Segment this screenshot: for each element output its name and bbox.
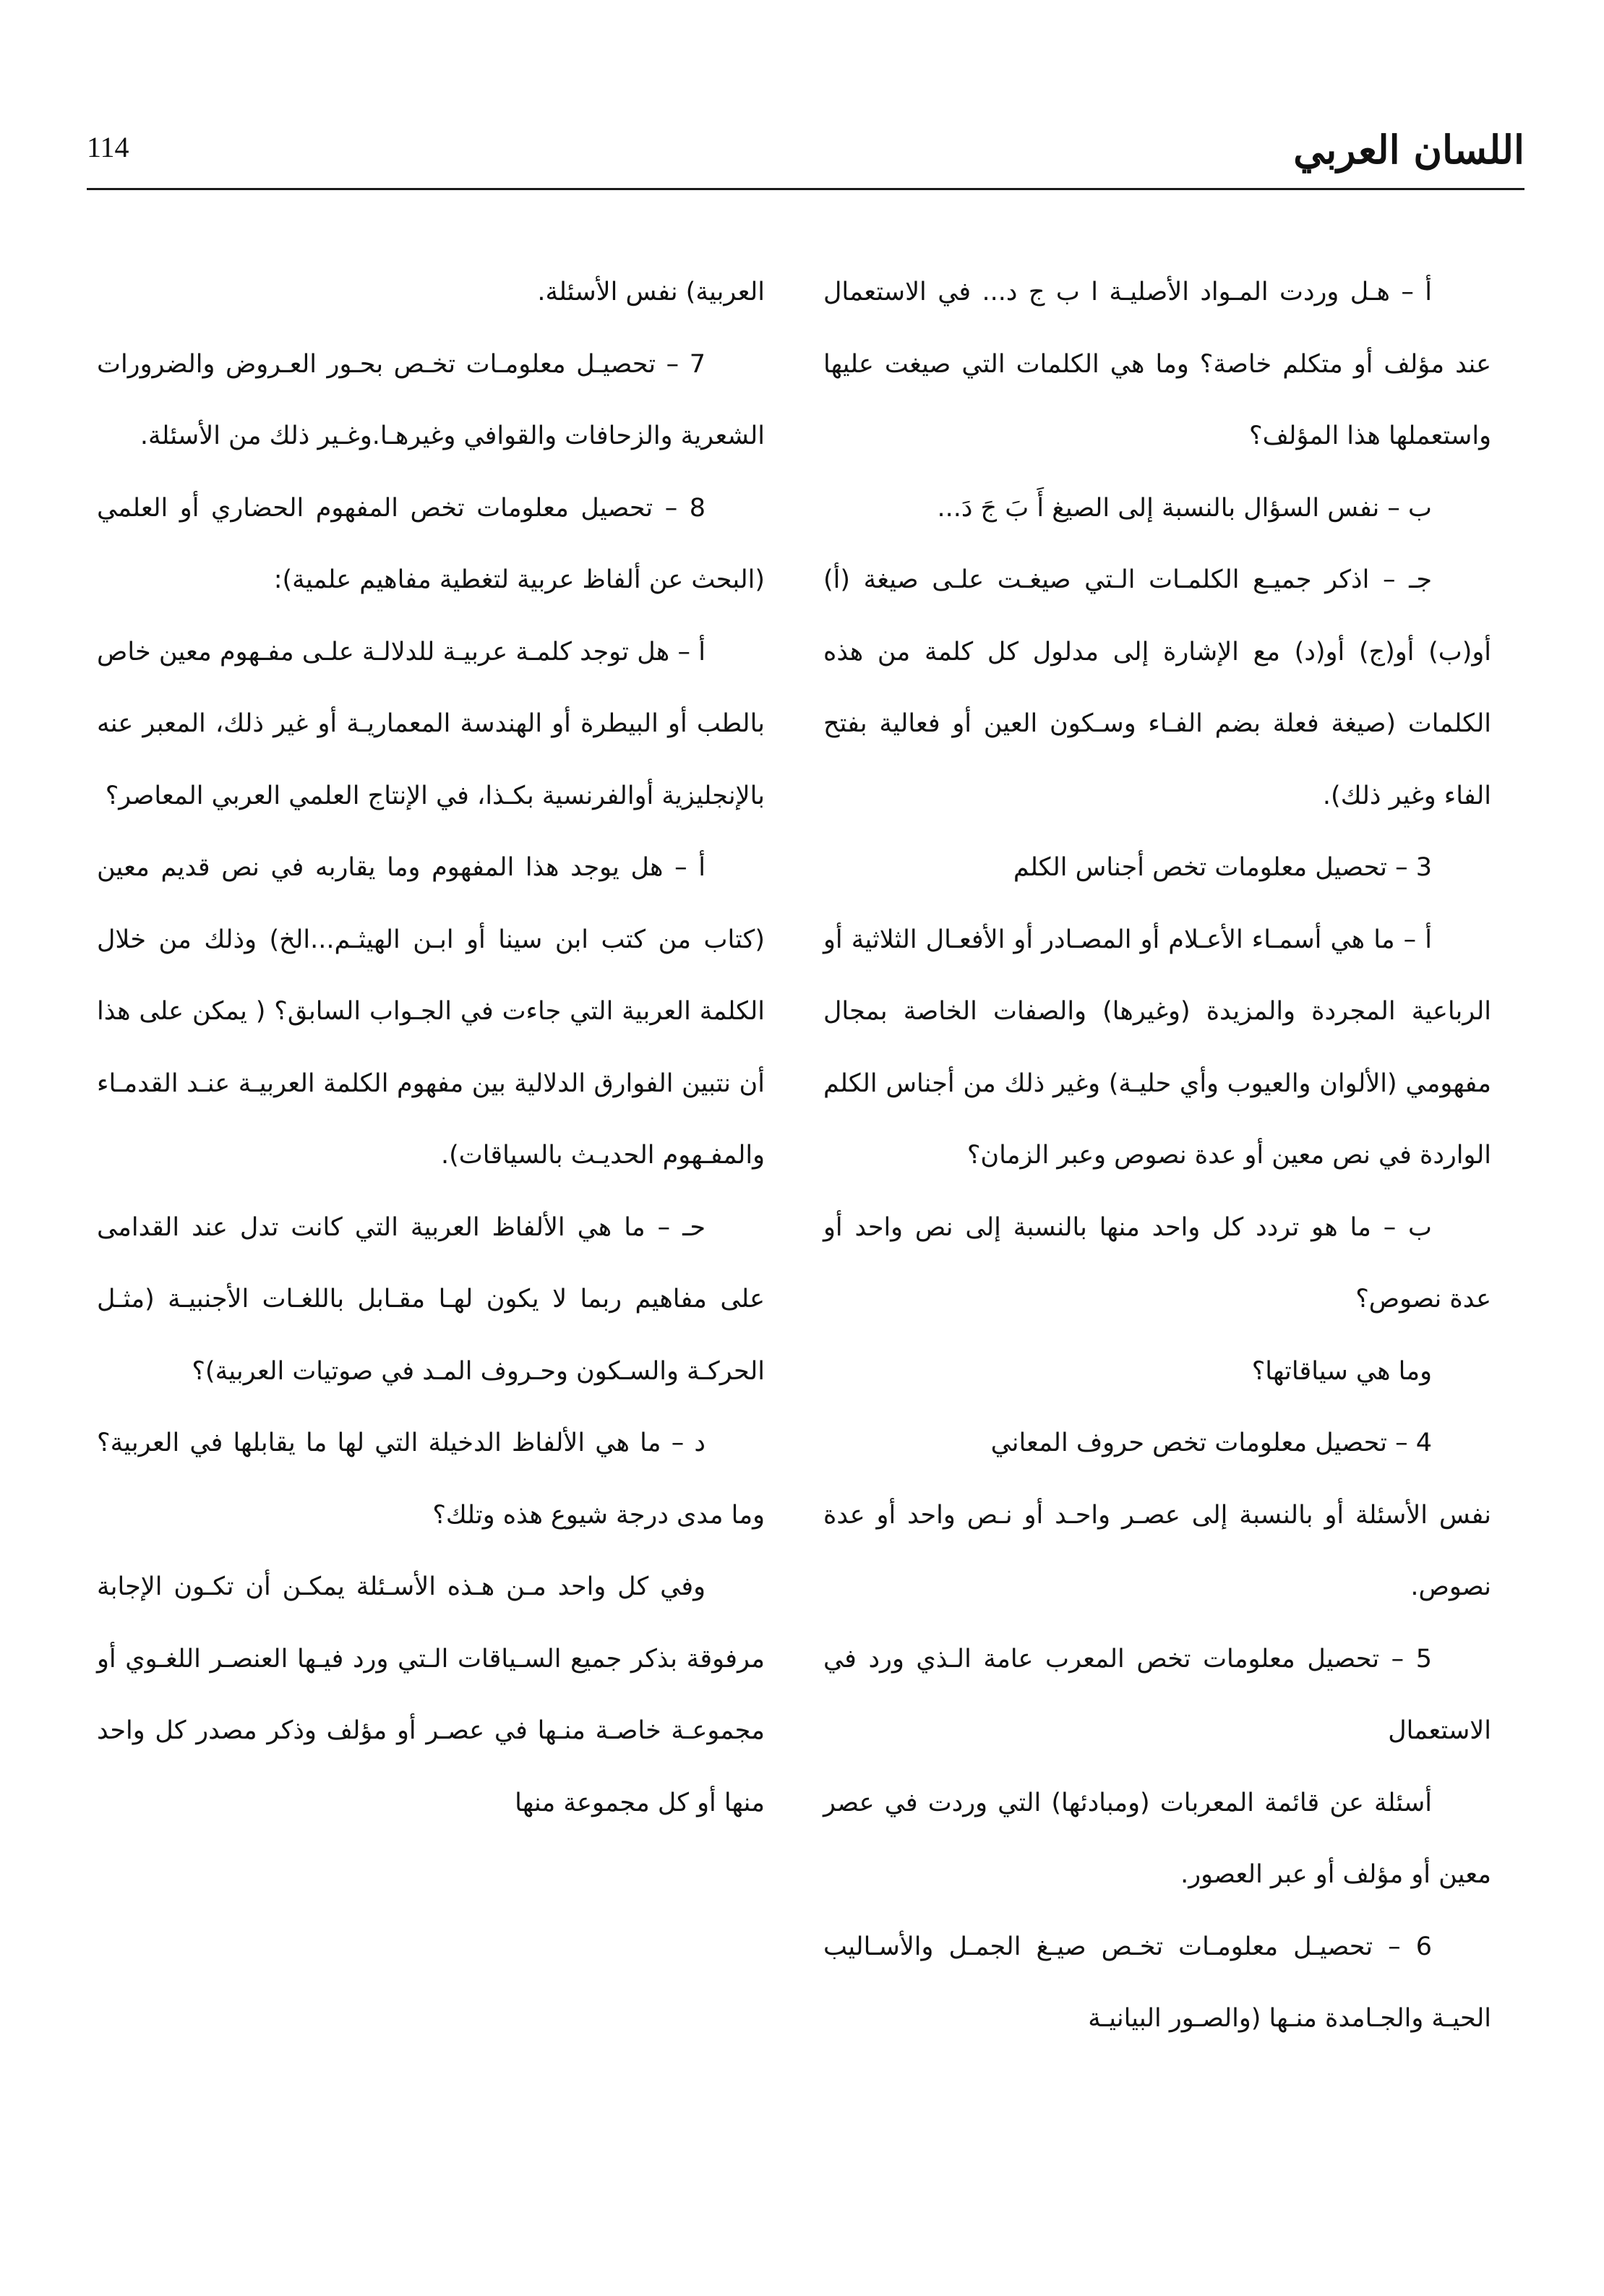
paragraph: وفي كل واحد مـن هـذه الأسـئلة يمكـن أن تكـون الإجابة مرفوقة بذكر جميع السـياقات الـتي ورد فيـها العنصـر اللغـوي أو مجموعـة خاصـة منـها في عصـر أو مؤلف وذكر مصدر كل واحد منها أو كل مجموعة منها: [97, 1572, 765, 1817]
paragraph: 5 – تحصيل معلومات تخص المعرب عامة الـذي ورد في الاستعمال: [823, 1644, 1491, 1745]
paragraph: حـ – ما هي الألفاظ العربية التي كانت تدل عند القدامى على مفاهيم ربما لا يكون لهـا مقـابل باللغـات الأجنبيـة (مثـل الحركـة والسـكون وحـروف المـد في صوتيات العربية)؟: [97, 1212, 765, 1386]
paragraph: نفس الأسئلة أو بالنسبة إلى عصـر واحـد أو نـص واحد أو عدة نصوص.: [823, 1500, 1491, 1601]
paragraph: ب – نفس السؤال بالنسبة إلى الصيغ أَ بَ جَ دَ...: [937, 493, 1432, 523]
paragraph: أ – ما هي أسمـاء الأعـلام أو المصـادر أو الأفعـال الثلاثية أو الرباعية المجردة والمزيدة (وغيرها) والصفات الخاصة بمجال مفهومي (الألوان والعيوب وأي حليـة) وغير ذلك من أجناس الكلم الواردة في نص معين أو عدة نصوص وعبر الزمان؟: [823, 925, 1491, 1170]
paragraph: 7 – تحصيـل معلومـات تخـص بحـور العـروض والضرورات الشعرية والزحافات والقوافي وغيرهـا.وغـير ذلك من الأسئلة.: [97, 349, 765, 450]
right-column: [823, 257, 1491, 2055]
paragraph: أ – هـل وردت المـواد الأصليـة ا ب ج د... في الاستعمال عند مؤلف أو متكلم خاصة؟ وما هي الكلمات التي صيغت عليها واستعملها هذا المؤلف؟: [823, 278, 1491, 450]
paragraph: د – ما هي الألفاظ الدخيلة التي لها ما يقابلها في العربية؟ وما مدى درجة شيوع هذه وتلك؟: [97, 1428, 765, 1530]
paragraph: 8 – تحصيل معلومات تخص المفهوم الحضاري أو العلمي (البحث عن ألفاظ عربية لتغطية مفاهيم علمية):: [97, 493, 765, 594]
paragraph: أ – هل توجد كلمـة عربيـة للدلالـة علـى مفـهوم معين خاص بالطب أو البيطرة أو الهندسة المعماريـة أو غير ذلك، المعبر عنه بالإنجليزية أوالفرنسية بكـذا، في الإنتاج العلمي العربي المعاصر؟: [97, 637, 765, 810]
journal-title: اللسان العربي: [1293, 127, 1524, 173]
paragraph: 4 – تحصيل معلومات تخص حروف المعاني: [990, 1428, 1432, 1457]
paragraph: العربية) نفس الأسئلة.: [537, 278, 765, 307]
paragraph: 3 – تحصيل معلومات تخص أجناس الكلم: [1013, 853, 1432, 882]
left-column: [97, 257, 765, 1839]
page-number: 114: [87, 131, 129, 163]
paragraph: جـ – اذكر جميـع الكلمـات الـتي صيغـت علـى صيغة (أ) أو(ب) أو(ج) أو(د) مع الإشارة إلى مدلول كل كلمة من هذه الكلمات (صيغة فعلة بضم الفـاء وسـكون العين أو فعالية بفتح الفاء وغير ذلك).: [823, 565, 1491, 810]
paragraph: وما هي سياقاتها؟: [1251, 1356, 1432, 1386]
paragraph: ب – ما هو تردد كل واحد منها بالنسبة إلى نص واحد أو عدة نصوص؟: [823, 1212, 1491, 1314]
paragraph: أ – هل يوجد هذا المفهوم وما يقاربه في نص قديم معين (كتاب من كتب ابن سينا أو ابـن الهيثـم...الخ) وذلك من خلال الكلمة العربية التي جاءت في الجـواب السابق؟ ( يمكن على هذا أن نتبين الفوارق الدلالية بين مفهوم الكلمة العربيـة عنـد القدمـاء والمفـهوم الحديـث بالسياقات).: [97, 853, 765, 1170]
paragraph: أسئلة عن قائمة المعربات (ومبادئها) التي وردت في عصر معين أو مؤلف أو عبر العصور.: [823, 1788, 1491, 1889]
paragraph: 6 – تحصيـل معلومـات تخـص صيـغ الجمـل والأسـاليب الحيـة والجـامدة منـها (والصـور البيانيـة: [823, 1932, 1491, 2033]
page-header: [87, 108, 1524, 190]
